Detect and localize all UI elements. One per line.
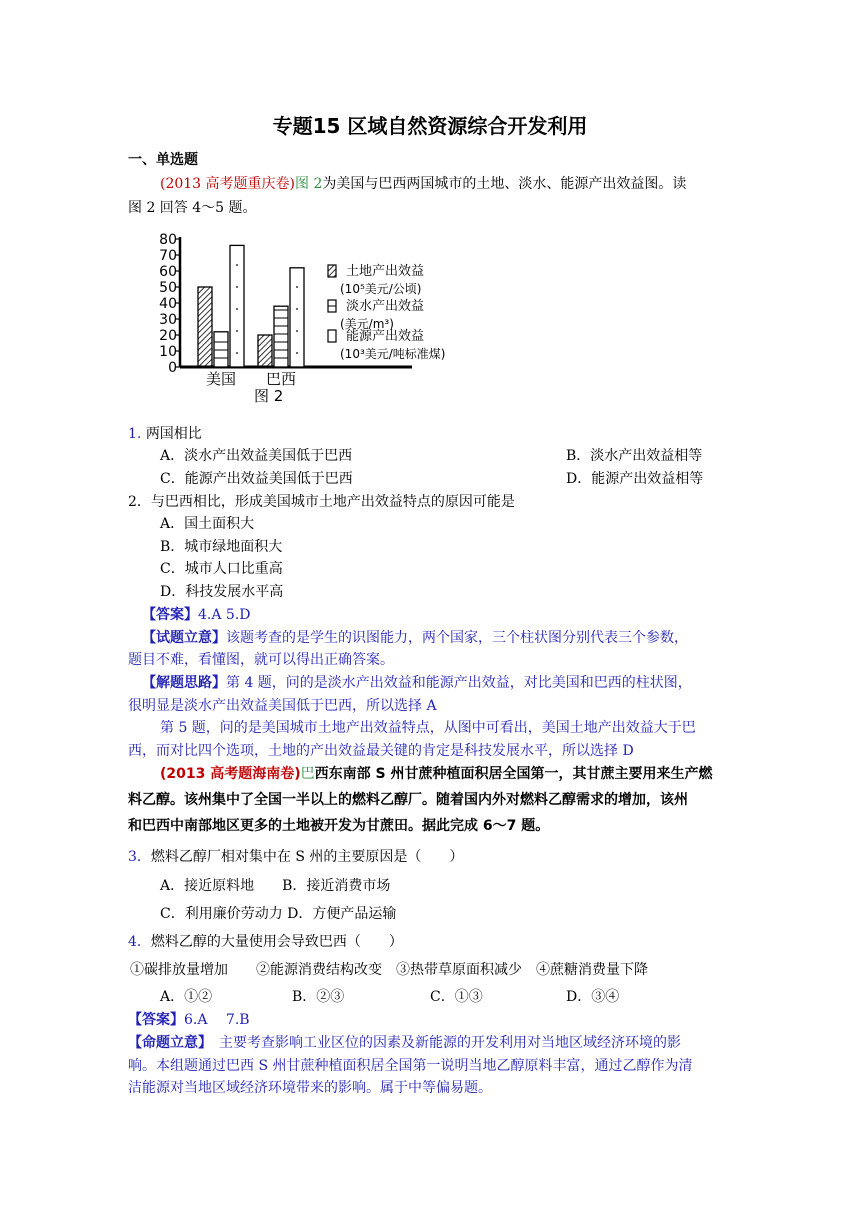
question-number: 1.	[128, 426, 142, 442]
answer-label: 【答案】	[142, 607, 198, 623]
y-tick-label: 20	[159, 328, 177, 344]
option-4d: D．③④	[566, 989, 620, 1005]
bar-dot	[296, 352, 298, 354]
y-tick-label: 60	[159, 264, 177, 280]
question-3-stem	[128, 847, 463, 867]
question-3-options-1: A．接近原料地 B．接近消费市场	[160, 878, 391, 894]
legend-unit: (美元/m³)	[340, 317, 394, 331]
legend-entry: 土地产出效益	[346, 264, 425, 279]
option-2b: B．城市绿地面积大	[160, 539, 283, 555]
legend-swatch	[328, 265, 336, 277]
bar-dot	[236, 286, 238, 288]
bar-chart	[150, 228, 480, 413]
bar-dot	[236, 308, 238, 310]
option-1c: C．能源产出效益美国低于巴西	[160, 471, 353, 487]
question-number-4: 4．	[128, 934, 151, 950]
question-text-3: 燃料乙醇厂相对集中在 S 州的主要原因是（ ）	[150, 849, 464, 865]
bar	[214, 332, 228, 367]
analysis-text: 该题考查的是学生的识图能力，两个国家，三个柱状图分别代表三个参数，	[226, 630, 688, 646]
analysis-2-line-3: 洁能源对当地区域经济环境带来的影响。属于中等偏易题。	[128, 1080, 492, 1096]
answer-text: 4.A 5.D	[198, 607, 251, 623]
analysis-label: 【试题立意】	[142, 630, 226, 646]
option-2d: D．科技发展水平高	[160, 584, 284, 600]
bar-dot	[296, 286, 298, 288]
question-2-stem: 2．与巴西相比，形成美国城市土地产出效益特点的原因可能是	[128, 494, 515, 510]
answer-label-2: 【答案】	[128, 1012, 184, 1028]
x-tick-label: 美国	[205, 370, 237, 388]
question-1-stem	[128, 424, 202, 444]
solution-1-line-1	[142, 673, 692, 693]
option-2c: C．城市人口比重高	[160, 561, 283, 577]
figure-reference: 图 2	[295, 176, 323, 192]
legend-swatch	[328, 330, 336, 342]
option-4b: B．②③	[292, 989, 345, 1005]
question-4-statements: ①碳排放量增加 ②能源消费结构改变 ③热带草原面积减少 ④蔗糖消费量下降	[130, 962, 648, 978]
legend-unit: (10⁵美元/公顷)	[340, 282, 422, 296]
answer-text-2: 6.A 7.B	[184, 1012, 250, 1028]
bar	[258, 335, 272, 367]
x-tick-label: 巴西	[265, 370, 297, 388]
option-1a: A．淡水产出效益美国低于巴西	[160, 448, 353, 464]
bars	[198, 245, 304, 367]
page-title: 专题15 区域自然资源综合开发利用	[272, 114, 588, 138]
bar-dot	[236, 264, 238, 266]
analysis-2-line-1	[128, 1033, 681, 1053]
intro-2-line-2: 料乙醇。该州集中了全国一半以上的燃料乙醇厂。随着国内外对燃料乙醇需求的增加，该州	[128, 792, 688, 808]
legend-unit: (10³美元/吨标准煤)	[340, 347, 446, 361]
option-4a: A．①②	[160, 989, 213, 1005]
bar	[230, 245, 244, 367]
solution-label: 【解题思路】	[142, 675, 226, 691]
option-4c: C．①③	[430, 989, 483, 1005]
legend-entry: 淡水产出效益	[346, 299, 425, 314]
intro-2-text: 西东南部 S 州甘蔗种植面积居全国第一，其甘蔗主要用来生产燃	[314, 766, 713, 782]
option-2a: A．国土面积大	[160, 516, 255, 532]
analysis-label-2: 【命题立意】	[128, 1035, 205, 1051]
chart-legend	[328, 263, 446, 361]
intro-2-line-1	[160, 764, 712, 784]
y-tick-label: 0	[168, 360, 177, 376]
y-tick-label: 10	[159, 344, 177, 360]
solution-1-line-3: 第 5 题，问的是美国城市土地产出效益特点，从图中可看出，美国土地产出效益大于巴	[160, 720, 696, 736]
bar	[198, 287, 212, 367]
intro-1-line-2: 图 2 回答 4～5 题。	[128, 200, 257, 216]
solution-1-line-4: 西，而对比四个选项，土地的产出效益最关键的肯定是科技发展水平，所以选择 D	[128, 743, 634, 759]
question-3-options-2: C．利用廉价劳动力 D．方便产品运输	[160, 906, 397, 922]
intro-2-line-3: 和巴西中南部地区更多的土地被开发为甘蔗田。据此完成 6～7 题。	[128, 818, 550, 834]
option-1b: B．淡水产出效益相等	[566, 448, 703, 464]
analysis-text-2: 主要考查影响工业区位的因素及新能源的开发利用对当地区域经济环境的影	[205, 1035, 681, 1051]
intro-1-line-1	[160, 174, 686, 194]
x-axis-labels	[206, 370, 296, 388]
y-tick-label: 80	[159, 232, 177, 248]
bar-dot	[236, 352, 238, 354]
analysis-2-line-2: 响。本组题通过巴西 S 州甘蔗种植面积居全国第一说明当地乙醇原料丰富，通过乙醇作为清	[128, 1058, 693, 1074]
question-text-4: 燃料乙醇的大量使用会导致巴西（ ）	[150, 934, 403, 950]
source-label: (2013 高考题重庆卷)	[160, 176, 296, 192]
y-tick-label: 50	[159, 280, 177, 296]
answer-1	[142, 605, 251, 625]
y-tick-label: 40	[159, 296, 177, 312]
question-4-stem	[128, 932, 403, 952]
y-tick-label: 30	[159, 312, 177, 328]
section-heading: 一、单选题	[128, 152, 198, 168]
legend-entry: 能源产出效益	[346, 329, 425, 344]
figure-reference-2: 巴	[300, 766, 315, 782]
question-text: 两国相比	[145, 426, 202, 442]
solution-text: 第 4 题，问的是淡水产出效益和能源产出效益，对比美国和巴西的柱状图，	[226, 675, 692, 691]
bar-dot	[296, 308, 298, 310]
source-label-2: (2013 高考题海南卷)	[160, 766, 301, 782]
answer-2	[128, 1010, 250, 1030]
solution-1-line-2: 很明显是淡水产出效益美国低于巴西，所以选择 A	[128, 698, 437, 714]
analysis-1-line-1	[142, 628, 688, 648]
chart-caption: 图 2	[254, 387, 284, 405]
bar-dot	[296, 330, 298, 332]
y-tick-label: 70	[159, 248, 177, 264]
option-1d: D．能源产出效益相等	[566, 471, 704, 487]
analysis-1-line-2: 题目不难，看懂图，就可以得出正确答案。	[128, 652, 394, 668]
bar-dot	[236, 330, 238, 332]
intro-text: 为美国与巴西两国城市的土地、淡水、能源产出效益图。读	[322, 176, 687, 192]
question-number-3: 3．	[128, 849, 151, 865]
